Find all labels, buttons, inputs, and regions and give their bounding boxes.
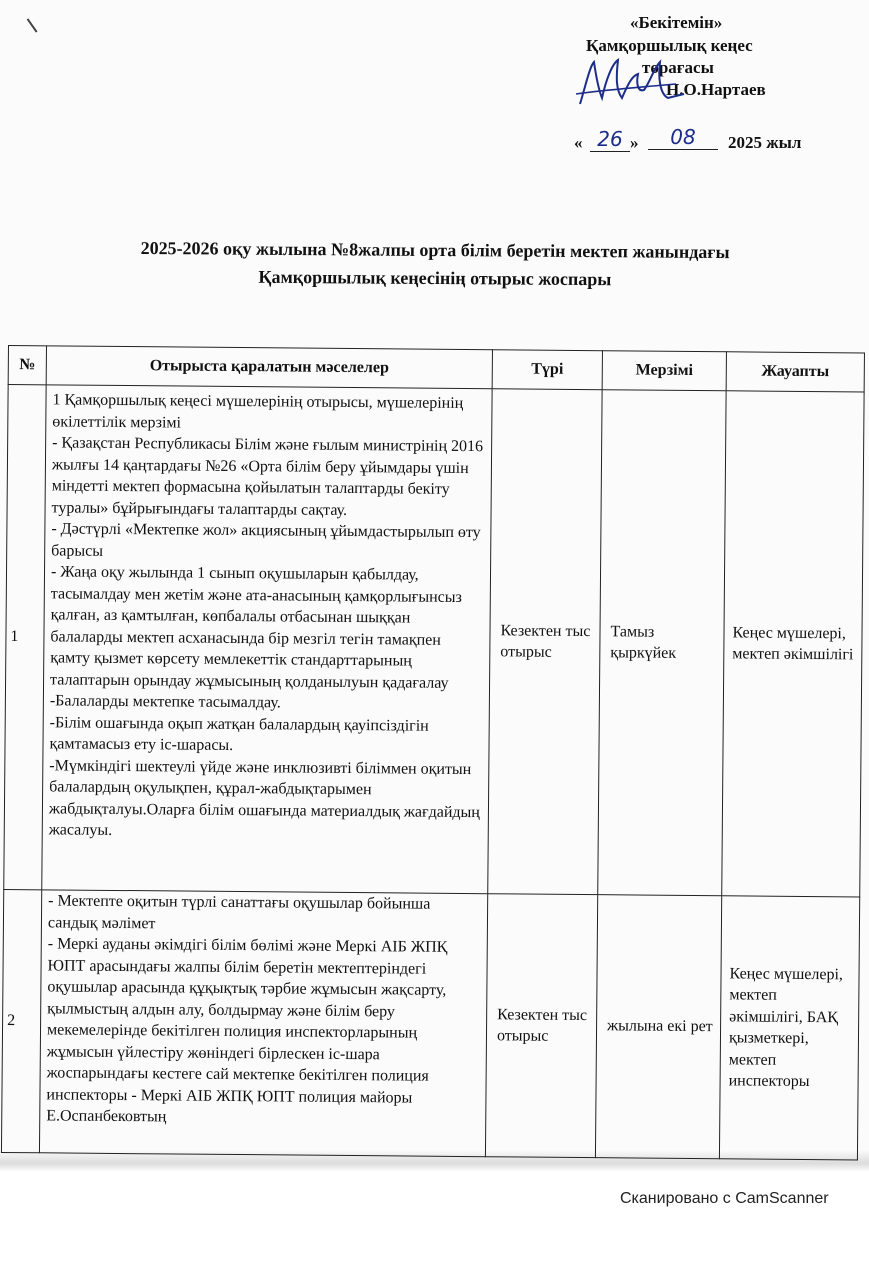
approval-heading: «Бекітемін»	[630, 13, 723, 32]
row-responsible: Кеңес мүшелері, мектеп әкімшілігі	[722, 391, 864, 897]
scanner-watermark: Сканировано с CamScanner	[620, 1190, 829, 1207]
header-responsible: Жауапты	[726, 352, 864, 392]
header-issues: Отырыста қаралатын мәселелер	[46, 346, 492, 389]
issue-item: 1 Қамқоршылық кеңесі мүшелерінің отырысы, мүшелерінің өкілеттілік мерзімі	[52, 391, 464, 432]
approval-role-line2: төрағасы	[642, 58, 714, 77]
issue-item: -Білім ошағында оқып жатқан балалардың қауіпсіздігін қамтамасыз ету іс-шарасы.	[49, 713, 429, 754]
issue-item: -Балаларды мектепке тасымалдау.	[49, 692, 281, 712]
approval-role-line1: Қамқоршылық кеңес	[586, 36, 753, 55]
document-title	[40, 233, 830, 295]
issue-item: - Мектепте оқитын түрлі санаттағы оқушылар бойынша сандық мәлімет	[47, 892, 431, 932]
date-month: 08	[648, 125, 718, 150]
table-row	[4, 385, 864, 897]
row-term: жылына екі рет	[595, 895, 721, 1159]
row-number: 2	[1, 889, 41, 1152]
date-open-quote: «	[574, 133, 583, 152]
row-term: Тамыз қыркүйек	[598, 390, 726, 896]
handwritten-signature	[572, 54, 692, 114]
row-responsible: Кеңес мүшелері, мектеп әкімшілігі, БАҚ қызметкері, мектеп инспекторы	[719, 896, 859, 1160]
row-type: Кезектен тыс отырыс	[485, 894, 597, 1158]
row-number: 1	[4, 385, 46, 890]
table-row	[1, 889, 859, 1159]
row-issues	[42, 385, 492, 894]
approver-name: Н.О.Нартаев	[666, 80, 766, 99]
issue-item: - Меркі ауданы әкімдігі білім бөлімі және Меркі АІБ ЖПҚ ЮПТ арасындағы жалпы білім беретін мектептеріндегі оқушылар арасында құқықтық тәрбие жұмысын жақсарту, қылмыстың алдын алу, болдырмау және білім беру мекемелерінде бекітілген полиция инспекторларының жұмысын үйлестіру жөніндегі бірлескен іс-шара жоспарындағы кестеге сай мектепке бекітілген полиция инспекторы - Меркі АІБ ЖПҚ ЮПТ полиция майоры Е.Оспанбековтың	[46, 935, 448, 1126]
issue-item: - Жаңа оқу жылында 1 сынып оқушыларын қабылдау, тасымалдау мен жетім және ата-анасының қамқорлығынсыз қалған, аз қамтылған, көпбалалы отбасынан шыққан балаларды мектеп асханасында бір мезгіл тегін тамақпен қамту қызмет көрсету мемлекеттік стандарттарының талаптарын орындау жұмысының қолданылуын қадағалау	[50, 563, 462, 692]
row-type: Кезектен тыс отырыс	[488, 389, 602, 895]
date-year: 2025 жыл	[728, 133, 802, 152]
document-title-line2: Қамқоршылық кеңесінің отырыс жоспары	[258, 266, 612, 290]
document-title-line1: 2025-2026 оқу жылына №8жалпы орта білім беретін мектеп жанындағы	[140, 237, 730, 263]
header-term: Мерзімі	[602, 351, 726, 391]
meeting-plan-table	[1, 345, 865, 1160]
header-type: Түрі	[492, 350, 602, 390]
date-day: 26	[590, 127, 630, 152]
issue-item: - Қазақстан Республикасы Білім және ғылым министрінің 2016 жылғы 14 қаңтардағы №26 «Орта білім беру ұйымдары үшін міндетті мектеп формасына қойылатын талаптарды бекіту туралы» бұйрығындағы талаптарды сақтау.	[51, 434, 484, 519]
issue-item: - Дәстүрлі «Мектепке жол» акциясының ұйымдастырылып өту барысы	[51, 520, 481, 560]
issue-item: -Мүмкіндігі шектеулі үйде және инклюзивті біліммен оқитын балалардың оқулықпен, құрал-жабдықтарымен жабдықталуы.Оларға білім ошағында материалдық жағдайдың жасалуы.	[48, 756, 480, 839]
header-num: №	[8, 346, 46, 385]
row-issues	[39, 890, 487, 1157]
date-close-quote: »	[630, 133, 639, 152]
approval-date	[574, 127, 834, 157]
